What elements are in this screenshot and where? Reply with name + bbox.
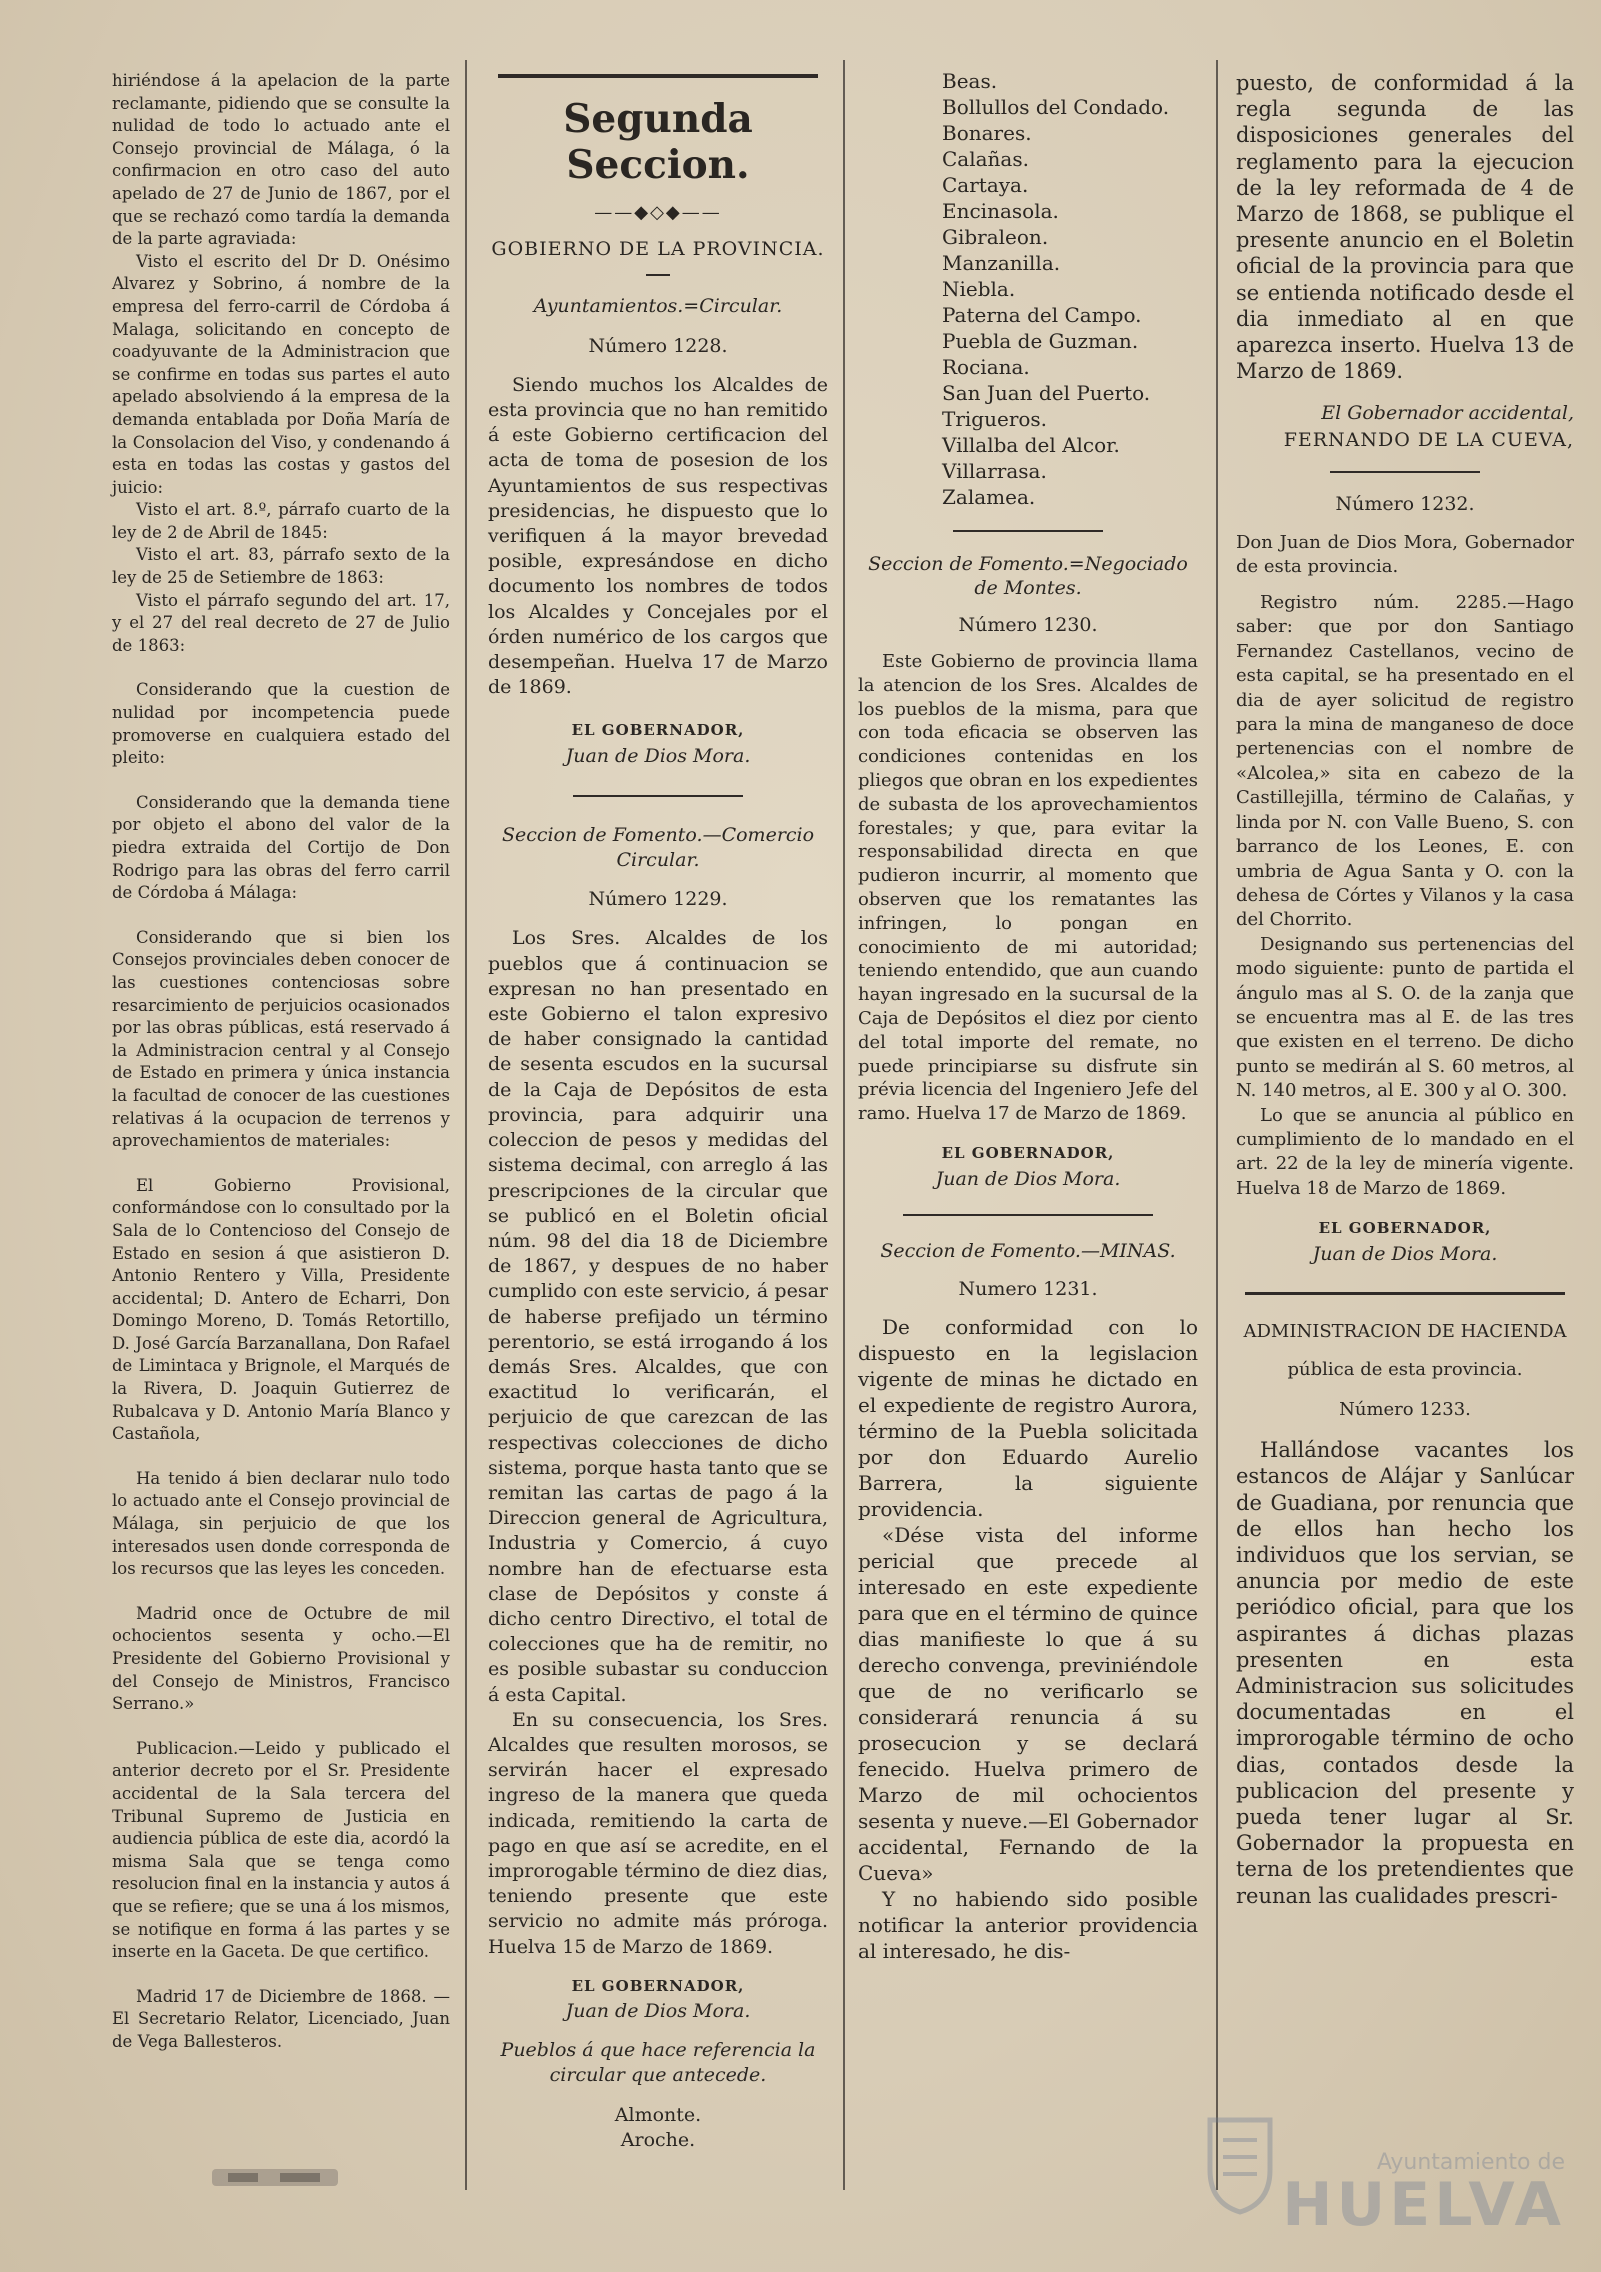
list-item: Villalba del Alcor. [942,433,1120,457]
notice-number: Número 1228. [588,334,728,357]
section-heading: ADMINISTRACION DE HACIENDA [1243,1320,1567,1342]
watermark-stamp [1205,2105,1585,2255]
column-rule [1216,60,1218,2190]
notice-text: Hallándose vacantes los estancos de Alájar y Sanlúcar de Guadiana, por renuncia que de ellos han hecho los individuos que los servian, se anuncia por medio de este periódico oficial, para que los aspirantes á dichas plazas presenten en esta Administracion sus solicitudes documentadas en el improrogable término de ocho dias, contados desde la publicacion del presente y pueda tener lugar al Sr. Gobernador la propuesta en terna de los pretendientes que reunan las cualidades prescri- [1236,1438,1574,1908]
notice-number: Número 1229. [588,888,728,911]
list-item: Puebla de Guzman. [942,329,1139,353]
paragraph: Considerando que la cuestion de nulidad por incompetencia puede promoverse en cualquiera estado del pleito: [112,680,450,768]
list-item: Encinasola. [942,199,1059,223]
signature-label: EL GOBERNADOR, [941,1143,1115,1162]
notice-text: Designando sus pertenencias del modo siguiente: punto de partida el ángulo mas al S. O. de la zanja que se encuentra mas al E. de las tres que existen en el terreno. De dicho punto se medirán al S. 60 metros, al N. 140 metros, al E. 300 y al O. 300. [1236,933,1574,1102]
column-2 [488,70,828,2153]
column-4 [1236,70,1574,1909]
paragraph: Visto el escrito del Dr D. Onésimo Alvarez y Sobrino, á nombre de la empresa del ferro-carril de Córdoba á Malaga, solicitando en concepto de coadyuvante de la Administracion que se confirme en todas sus partes el auto apelado absolviendo á la empresa de la demanda entablada por Doña María de la Consolacion del Viso, y condenando á esta en todas las costas y gastos del juicio: [112,251,450,497]
ink-smudge [210,2165,340,2190]
notice-text: Y no habiendo sido posible notificar la anterior providencia al interesado, he dis- [858,1886,1198,1963]
list-item: Rociana. [942,355,1030,379]
notice-number: Número 1233. [1339,1399,1471,1421]
paragraph: Visto el art. 8.º, párrafo cuarto de la ley de 2 de Abril de 1845: [112,500,450,542]
signature-name: FERNANDO DE LA CUEVA, [1283,428,1574,451]
paragraph: Visto el art. 83, párrafo sexto de la ley de 25 de Setiembre de 1863: [112,545,450,588]
notice-heading: Ayuntamientos.=Circular. [533,295,783,318]
notice-text: Siendo muchos los Alcaldes de esta provincia que no han remitido á este Gobierno certificacion del acta de toma de posesion de los Ayuntamientos de sus respectivas presidencias, he dispuesto que lo verifiquen á la mayor brevedad posible, expresándose en dicho documento los nombres de todos los Alcaldes y Concejales por el órden numérico de los cargos que desempeñan. Huelva 17 de Marzo de 1869. [488,373,828,699]
signature-name: Juan de Dios Mora. [935,1167,1121,1190]
list-item: Villarrasa. [942,459,1047,483]
list-item: Paterna del Campo. [942,303,1142,327]
notice-heading: Seccion de Fomento.—MINAS. [880,1239,1176,1262]
column-rule [465,60,467,2190]
divider [903,1214,1153,1216]
notice-number: Numero 1231. [958,1277,1098,1300]
notice-subheading: Don Juan de Dios Mora, Gobernador de esta provincia. [1236,532,1574,578]
signature-label: EL GOBERNADOR, [571,1976,745,1995]
list-item: Calañas. [942,147,1029,171]
list-item: Aroche. [620,2128,696,2151]
divider [953,530,1103,532]
list-item: Bonares. [942,121,1032,145]
paragraph: Publicacion.—Leido y publicado el anterior decreto por el Sr. Presidente accidental de la Sala tercera del Tribunal Supremo de Justicia en audiencia pública de este dia, acordó la misma Sala que se tenga como resolucion final en la instancia y autos á que se refiere; que se una á los mismos, se notifique en forma á las partes y se inserte en la Gaceta. De que certifico. [112,1738,450,1962]
shield-icon [1205,2115,1275,2215]
column-1 [112,70,450,2054]
stamp-line-2: HUELVA [1282,2170,1565,2240]
list-item: Bollullos del Condado. [942,95,1170,119]
notice-text: Lo que se anuncia al público en cumplimiento de lo mandado en el art. 22 de la ley de minería vigente. Huelva 18 de Marzo de 1869. [1236,1104,1574,1199]
towns-list [858,68,1198,510]
divider [573,795,743,797]
paragraph: Visto el párrafo segundo del art. 17, y el 27 del real decreto de 27 de Julio de 1863: [112,590,450,655]
signature-name: Juan de Dios Mora. [565,2000,751,2022]
notice-text: De conformidad con lo dispuesto en la legislacion vigente de minas he dictado en el expediente de registro Aurora, término de la Puebla solicitada por don Eduardo Aurelio Barrera, la siguiente providencia. [858,1314,1198,1521]
signature-label: EL GOBERNADOR, [571,721,745,740]
column-rule [843,60,845,2190]
stamp-line-1: Ayuntamiento de [1376,2150,1565,2175]
signature-name: Juan de Dios Mora. [1312,1243,1498,1266]
section-title: Segunda Seccion. [563,96,753,188]
list-item: Zalamea. [942,485,1036,509]
short-rule [646,274,670,276]
paragraph: Ha tenido á bien declarar nulo todo lo actuado ante el Consejo provincial de Málaga, sin perjuicio de que los interesados usen donde corresponda de los recursos que las leyes les conceden. [112,1468,450,1579]
signature-name: Juan de Dios Mora. [565,744,751,767]
list-item: Gibraleon. [942,225,1049,249]
list-item: Beas. [942,69,998,93]
notice-text: Los Sres. Alcaldes de los pueblos que á continuacion se expresan no han presentado en este Gobierno el talon expresivo de haber consignado la cantidad de sesenta escudos en la sucursal de la Caja de Depósitos de esta provincia, para adquirir una coleccion de pesos y medidas del sistema decimal, con arreglo á las prescripciones de la circular que se publicó en el Boletin oficial núm. 98 del dia 18 de Diciembre de 1867, y despues de no haber cumplido con este servicio, á pesar de haberse prefijado un término perentorio, se está irrogando á los demás Sres. Alcaldes, que con exactitud lo verificarán, el perjuicio de que carezcan de las respectivas colecciones de dicho sistema, porque hasta tanto que se remitan las cartas de pago á la Direccion general de Agricultura, Industria y Comercio, á cuyo nombre han de efectuarse esta clase de Depósitos y conste á dicho centro Directivo, el total de colecciones que ha de remitir, no es posible subastar su conduccion á esta Capital. [488,927,828,1706]
paragraph: Considerando que la demanda tiene por objeto el abono del valor de la piedra extraida del Cortijo de Don Rodrigo para las obras del ferro carril de Córdoba á Málaga: [112,792,450,903]
list-item: San Juan del Puerto. [942,381,1151,405]
government-heading: GOBIERNO DE LA PROVINCIA. [491,238,825,261]
divider [1245,1292,1565,1295]
notice-text: Registro núm. 2285.—Hago saber: que por don Santiago Fernandez Castellanos, vecino de esta capital, se ha presentado en el dia de ayer solicitud de registro para la mina de manganeso de doce pertenencias con el nombre de «Alcolea,» sita en cabezo de la Castillejilla, término de Calañas, y linda por N. con Valle Bueno, S. con barranco de los Leones, E. con umbria de Agua Santa y O. con la dehesa de Córtes y Vilanos y la casa del Chorrito. [1236,592,1574,931]
top-rule [498,74,818,78]
notice-number: Número 1230. [958,614,1098,636]
notice-number: Número 1232. [1335,492,1475,515]
list-item: Cartaya. [942,173,1029,197]
paragraph: Madrid once de Octubre de mil ochocientos sesenta y ocho.—El Presidente del Gobierno Provisional y del Consejo de Ministros, Francisco Serrano.» [112,1603,450,1714]
ornament-divider: ——◆◇◆—— [594,202,722,223]
notice-text: En su consecuencia, los Sres. Alcaldes que resulten morosos, se servirán hacer el expresado ingreso de la manera que queda indicada, remitiendo la carta de pago en que así se acredite, en el improrogable término de diez dias, teniendo presente que este servicio no admite más próroga. Huelva 15 de Marzo de 1869. [488,1708,828,1958]
towns-list [488,2103,828,2153]
list-item: Manzanilla. [942,251,1061,275]
notice-heading: Seccion de Fomento.=Negociado de Montes. [868,553,1188,599]
paragraph: El Gobierno Provisional, conformándose con lo consultado por la Sala de lo Contencioso del Consejo de Estado en sesion á que asistieron D. Antonio Rentero y Villa, Presidente accidental; D. Antero de Echarri, Don Domingo Moreno, D. Tomás Retortillo, D. José García Barzanallana, Don Rafael de Limintaca y Brignole, el Marqués de la Rivera, D. Joaquin Gutierrez de Rubalcava y D. Antonio María Blanco y Castañola, [112,1175,450,1444]
list-item: Almonte. [614,2103,702,2126]
signature-label: El Gobernador accidental, [1321,402,1574,425]
notice-text: puesto, de conformidad á la regla segunda de las disposiciones generales del reglamento para la ejecucion de la ley reformada de 4 de Marzo de 1868, se publique el presente anuncio en el Boletin oficial de la provincia para que se entienda notificado desde el dia inmediato al en que aparezca inserto. Huelva 13 de Marzo de 1869. [1236,71,1574,384]
list-item: Niebla. [942,277,1016,301]
notice-text: «Dése vista del informe pericial que precede al interesado en este expediente para que en el término de quince dias manifieste lo que á su derecho convenga, previniéndole que de no verificarlo se considerará renuncia á su prosecucion y se declará fenecido. Huelva primero de Marzo de mil ochocientos sesenta y nueve.—El Gobernador accidental, Fernando de la Cueva» [858,1522,1198,1885]
divider [1330,471,1480,473]
towns-heading: Pueblos á que hace referencia la circular que antecede. [500,2039,816,2087]
notice-heading: Seccion de Fomento.—Comercio Circular. [501,823,815,872]
paragraph: Considerando que si bien los Consejos provinciales deben conocer de las cuestiones contenciosas sobre resarcimiento de perjuicios ocasionados por las obras públicas, está reservado á la Administracion central y al Consejo de Estado en primera y única instancia la facultad de conocer de las cuestiones relativas á la ocupacion de terrenos y aprovechamientos de materiales: [112,927,450,1151]
column-3 [858,68,1198,1964]
signature-label: EL GOBERNADOR, [1318,1219,1492,1238]
section-subheading: pública de esta provincia. [1287,1358,1523,1380]
list-item: Trigueros. [942,407,1048,431]
notice-text: Este Gobierno de provincia llama la atencion de los Sres. Alcaldes de los pueblos de la misma, para que con toda eficacia se observen las condiciones contenidas en los pliegos que obran en los expedientes de subasta de los aprovechamientos forestales; y que, para evitar la responsabilidad directa en que pudieron incurrir, al momento que observen que los rematantes las infringen, lo pongan en conocimiento de mi autoridad; teniendo entendido, que aun cuando hayan ingresado en la sucursal de la Caja de Depósitos el diez por ciento del total importe del remate, no puede principiarse su disfrute sin prévia licencia del Ingeniero Jefe del ramo. Huelva 17 de Marzo de 1869. [858,651,1198,1125]
signature-block: Madrid 17 de Diciembre de 1868. —El Secretario Relator, Licenciado, Juan de Vega Ballesteros. [112,1986,450,2051]
paragraph: hiriéndose á la apelacion de la parte reclamante, pidiendo que se consulte la nulidad de todo lo actuado ante el Consejo provincial de Málaga, ó la confirmacion en otro caso del auto apelado de 27 de Junio de 1867, por el que se rechazó como tardía la demanda de la parte agraviada: [112,71,450,249]
